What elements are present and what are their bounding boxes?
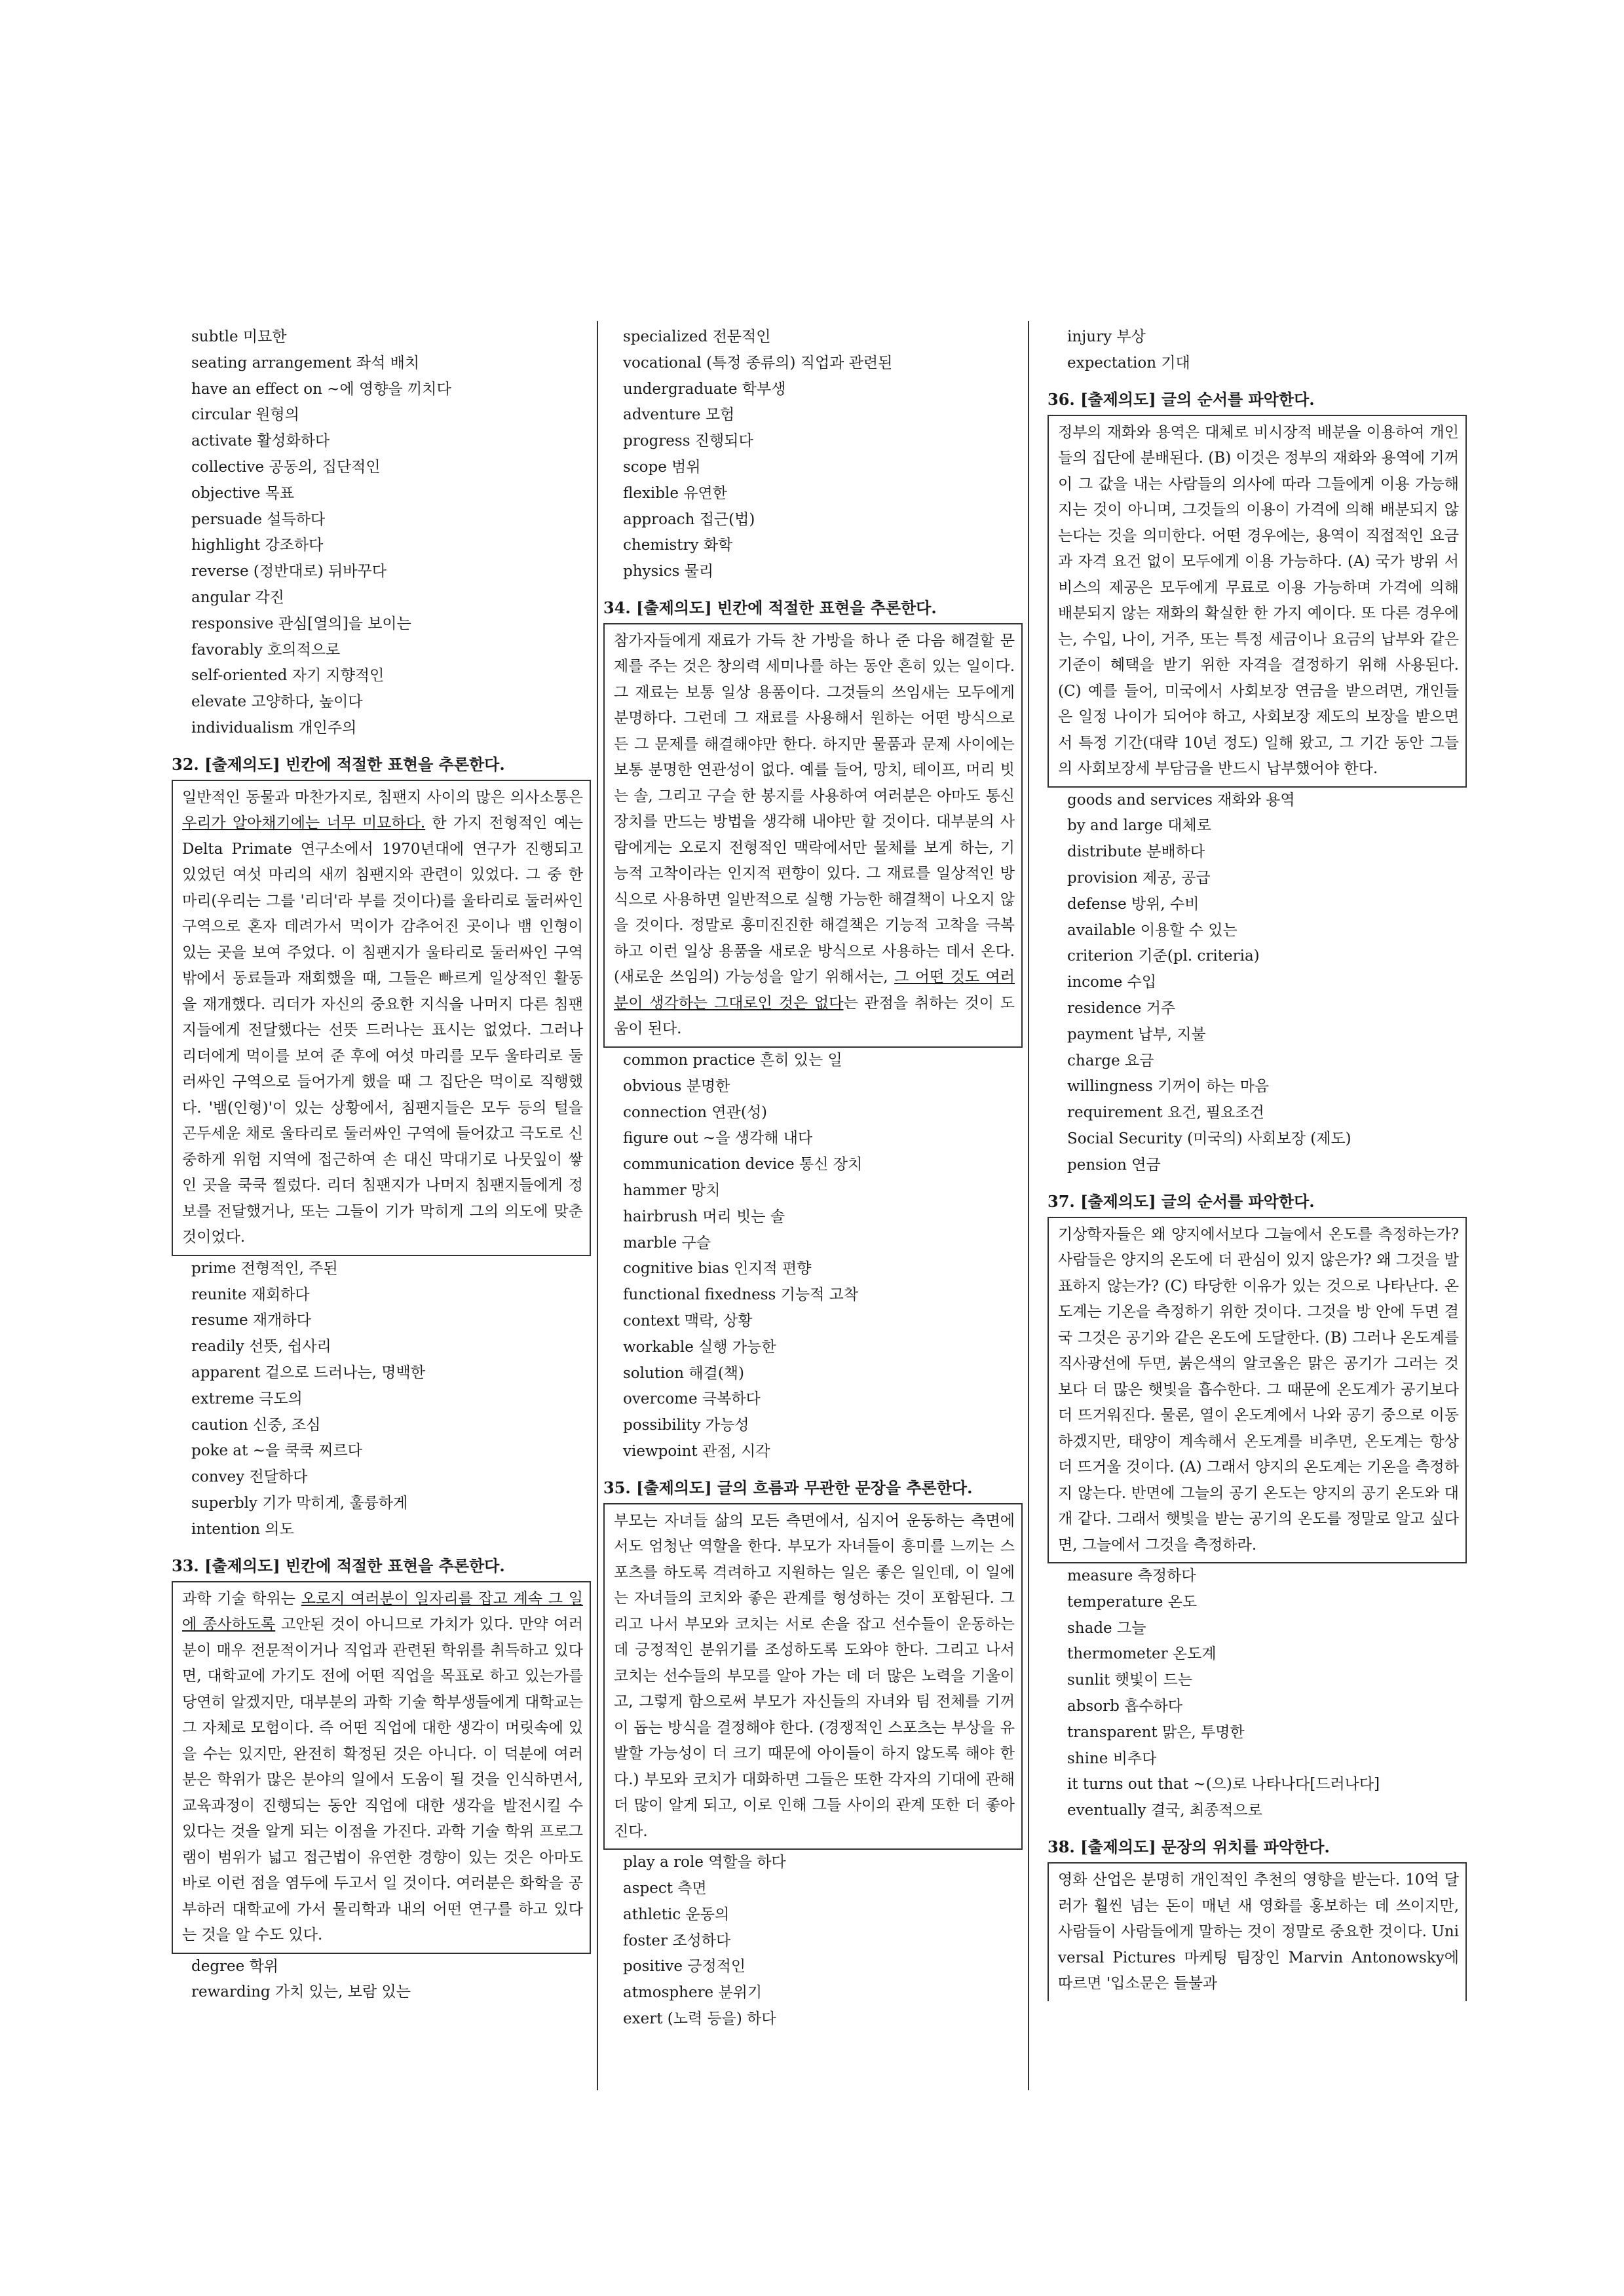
vocab-item: cognitive bias 인지적 편향 xyxy=(623,1260,812,1278)
vocab-item: injury 부상 xyxy=(1067,328,1146,345)
vocab-item: provision 제공, 공급 xyxy=(1067,869,1211,887)
vocab-item: prime 전형적인, 주된 xyxy=(191,1259,338,1277)
passage-underline: 우리가 알아채기에는 너무 미묘하다. xyxy=(182,814,426,832)
vocab-item: requirement 요건, 필요조건 xyxy=(1067,1104,1264,1122)
vocab-item: solution 해결(책) xyxy=(623,1364,744,1382)
vocab-list xyxy=(603,1048,1023,1465)
vocab-item: charge 요금 xyxy=(1067,1052,1154,1069)
vocab-list xyxy=(172,1256,591,1543)
vocab-item: activate 활성화하다 xyxy=(191,432,330,450)
vocab-item: flexible 유연한 xyxy=(623,484,727,502)
vocab-item: willingness 기꺼이 하는 마음 xyxy=(1067,1078,1270,1096)
vocab-item: extreme 극도의 xyxy=(191,1390,303,1407)
column-3 xyxy=(1048,324,1467,2001)
column-divider-2 xyxy=(1028,321,1029,2090)
vocab-item: by and large 대체로 xyxy=(1067,817,1211,835)
vocab-item: superbly 기가 막히게, 훌륭하게 xyxy=(191,1494,408,1512)
vocab-item: chemistry 화학 xyxy=(623,537,733,554)
vocab-item: connection 연관(성) xyxy=(623,1103,768,1121)
vocab-item: possibility 가능성 xyxy=(623,1417,749,1434)
vocab-item: degree 학위 xyxy=(191,1957,279,1975)
vocab-item: criterion 기준(pl. criteria) xyxy=(1067,947,1260,965)
vocab-item: convey 전달하다 xyxy=(191,1468,308,1486)
passage-text: 정부의 재화와 용역은 대체로 비시장적 배분을 이용하여 개인들의 집단에 분배된다. (B) 이것은 정부의 재화와 용역에 기꺼이 그 값을 내는 사람들의 의사에 따라 그들에게 이용 가능해지는 것이 아니며, 그것들의 이용이 가격에 의해 배분되지 않는다는 것을 의미한다. 어떤 경우에는, 용역이 직접적인 요금과 자격 요건 없이 모두에게 이용 가능하다. (A) 국가 방위 서비스의 제공은 모두에게 무료로 이용 가능하며 가격에 의해 배분되지 않는 재화의 확실한 한 가지 예이다. 또 다른 경우에는, 수입, 나이, 거주, 또는 특정 세금이나 요금의 납부와 같은 기준이 혜택을 받기 위한 자격을 결정하기 위해 사용된다. (C) 예를 들어, 미국에서 사회보장 연금을 받으려면, 개인들은 일정 나이가 되어야 하고, 사회보장 제도의 보장을 받으면서 특정 기간(대략 10년 정도) 일해 왔고, 그 기간 동안 그들의 사회보장세 부담금을 반드시 납부했어야 한다. xyxy=(1058,423,1459,778)
question-35-heading: 35. [출제의도] 글의 흐름과 무관한 문장을 추론한다. xyxy=(603,1478,973,1497)
question-34-heading: 34. [출제의도] 빈칸에 적절한 표현을 추론한다. xyxy=(603,598,937,617)
question-37-heading: 37. [출제의도] 글의 순서를 파악한다. xyxy=(1048,1191,1315,1211)
vocab-item: play a role 역할을 하다 xyxy=(623,1854,786,1871)
vocab-list xyxy=(603,324,1023,585)
vocab-item: physics 물리 xyxy=(623,563,714,581)
vocab-item: shade 그늘 xyxy=(1067,1619,1146,1637)
passage-text: 과학 기술 학위는 xyxy=(182,1590,301,1607)
vocab-item: subtle 미묘한 xyxy=(191,328,287,345)
vocab-item: aspect 측면 xyxy=(623,1880,707,1898)
question-37-passage xyxy=(1048,1217,1467,1564)
vocab-item: individualism 개인주의 xyxy=(191,719,357,737)
vocab-item: transparent 맑은, 투명한 xyxy=(1067,1723,1245,1741)
question-35-passage xyxy=(603,1503,1023,1850)
column-divider-1 xyxy=(597,321,598,2090)
vocab-item: it turns out that ~(으)로 나타나다[드러나다] xyxy=(1067,1776,1380,1793)
passage-text: 는 관점을 취하는 것이 도움이 된다. xyxy=(614,994,1015,1038)
vocab-item: readily 선뜻, 쉽사리 xyxy=(191,1338,331,1356)
passage-text: 기상학자들은 왜 양지에서보다 그늘에서 온도를 측정하는가? 사람들은 양지의 온도에 더 관심이 있지 않은가? 왜 그것을 발표하지 않는가? (C) 타당한 이유가 있는 것으로 나타난다. 온도계는 기온을 측정하기 위한 것이다. 그것을 방 안에 두면 결국 그것은 공기와 같은 온도에 도달한다. (B) 그러나 온도계를 직사광선에 두면, 붉은색의 알코올은 맑은 공기가 그러는 것보다 더 많은 햇빛을 흡수한다. 그 때문에 온도계가 공기보다 더 뜨거워진다. 물론, 열이 온도계에서 나와 공기 중으로 이동하겠지만, 태양이 계속해서 온도계를 비추면, 온도계는 항상 더 뜨거울 것이다. (A) 그래서 양지의 온도계는 기온을 측정하지 않는다. 반면에 그늘의 공기 온도는 양지의 공기 온도와 대개 같다. 그래서 햇빛을 받는 공기의 온도를 정말로 알고 싶다면, 그늘에서 그것을 측정하라. xyxy=(1058,1225,1459,1554)
vocab-item: distribute 분배하다 xyxy=(1067,843,1205,861)
vocab-list xyxy=(1048,1563,1467,1824)
vocab-item: context 맥락, 상황 xyxy=(623,1312,753,1330)
vocab-item: objective 목표 xyxy=(191,484,295,502)
question-38-heading: 38. [출제의도] 문장의 위치를 파악한다. xyxy=(1048,1837,1330,1857)
vocab-item: residence 거주 xyxy=(1067,999,1176,1017)
vocab-item: obvious 분명한 xyxy=(623,1077,730,1095)
passage-underline: 오로지 여러분이 일자리를 잡고 계속 그 일에 종사하도록 xyxy=(182,1590,583,1634)
vocab-item: available 이용할 수 있는 xyxy=(1067,921,1237,939)
vocab-item: have an effect on ~에 영향을 끼치다 xyxy=(191,380,451,398)
vocab-list xyxy=(172,324,591,742)
vocab-item: defense 방위, 수비 xyxy=(1067,895,1199,913)
vocab-item: positive 긍정적인 xyxy=(623,1958,746,1976)
vocab-item: responsive 관심[열의]을 보이는 xyxy=(191,615,411,632)
passage-text: 참가자들에게 재료가 가득 찬 가방을 하나 준 다음 해결할 문제를 주는 것은 창의력 세미나를 하는 동안 흔히 있는 일이다. 그 재료는 보통 일상 용품이다. 그것들의 쓰임새는 모두에게 분명하다. 그런데 그 재료를 사용해서 원하는 어떤 방식으로든 그 문제를 해결해야만 한다. 하지만 물품과 문제 사이에는 보통 분명한 연관성이 없다. 예를 들어, 망치, 테이프, 머리 빗는 솔, 그리고 구슬 한 봉지를 사용하여 여러분은 아마도 통신 장치를 만드는 방법을 생각해 내야만 할 것이다. 대부분의 사람에게는 오로지 전형적인 맥락에서만 물체를 보게 하는, 기능적 고착이라는 인지적 편향이 있다. 그 재료를 일상적인 방식으로 사용하면 일반적으로 실행 가능한 해결책이 나오지 않을 것이다. 정말로 흥미진진한 해결책은 기능적 고착을 극복하고 이런 일상 용품을 새로운 방식으로 사용하는 데서 온다. (새로운 쓰임의) 가능성을 알기 위해서는, xyxy=(614,632,1015,986)
vocab-item: poke at ~을 쿡쿡 찌르다 xyxy=(191,1442,362,1460)
vocab-item: goods and services 재화와 용역 xyxy=(1067,791,1295,809)
vocab-item: Social Security (미국의) 사회보장 (제도) xyxy=(1067,1130,1351,1147)
vocab-list xyxy=(603,1850,1023,2033)
vocab-item: pension 연금 xyxy=(1067,1156,1161,1174)
vocab-item: angular 각진 xyxy=(191,588,284,606)
column-2 xyxy=(603,324,1023,2033)
passage-text: 일반적인 동물과 마찬가지로, 침팬지 사이의 많은 의사소통은 xyxy=(182,788,583,806)
vocab-item: exert (노력 등을) 하다 xyxy=(623,2010,776,2027)
vocab-item: thermometer 온도계 xyxy=(1067,1645,1217,1663)
vocab-item: intention 의도 xyxy=(191,1520,294,1538)
vocab-item: hairbrush 머리 빗는 솔 xyxy=(623,1208,785,1225)
vocab-item: viewpoint 관점, 시각 xyxy=(623,1442,770,1460)
vocab-item: resume 재개하다 xyxy=(191,1312,311,1330)
vocab-item: reverse (정반대로) 뒤바꾸다 xyxy=(191,563,387,581)
vocab-item: undergraduate 학부생 xyxy=(623,380,786,398)
vocab-item: scope 범위 xyxy=(623,458,701,476)
vocab-item: temperature 온도 xyxy=(1067,1593,1198,1611)
vocab-item: sunlit 햇빛이 드는 xyxy=(1067,1672,1193,1689)
passage-text: 부모는 자녀들 삶의 모든 측면에서, 심지어 운동하는 측면에서도 엄청난 역할을 한다. 부모가 자녀들이 흥미를 느끼는 스포츠를 하도록 격려하고 지원하는 일은 좋은 일인데, 이 일에는 자녀들의 코치와 좋은 관계를 형성하는 것이 포함된다. 그리고 나서 부모와 코치는 서로 손을 잡고 선수들이 운동하는 데 긍정적인 분위기를 조성하도록 도와야 한다. 그리고 나서 코치는 선수들의 부모를 알아 가는 데 더 많은 노력을 기울이고, 그렇게 함으로써 부모가 자신들의 자녀와 팀 전체를 기꺼이 돕는 방식을 결정해야 한다. (경쟁적인 스포츠는 부상을 유발할 가능성이 더 크기 때문에 아이들이 하지 않도록 해야 한다.) 부모와 코치가 대화하면 그들은 또한 각자의 기대에 관해 더 많이 알게 되고, 이로 인해 그들 사이의 관계 또한 더 좋아진다. xyxy=(614,1512,1015,1840)
vocab-item: reunite 재회하다 xyxy=(191,1286,310,1303)
passage-text: 한 가지 전형적인 예는 Delta Primate 연구소에서 1970년대에 연구가 진행되고 있었던 여섯 마리의 새끼 침팬지와 관련이 있었다. 그 중 한 마리(우리는 그를 '리더'라 부를 것이다)를 울타리로 둘러싸인 구역으로 혼자 데려가서 먹이가 감추어진 곳이나 뱀 인형이 있는 곳을 보여 주었다. 이 침팬지가 울타리로 둘러싸인 구역 밖에서 동료들과 재회했을 때, 그들은 빠르게 일상적인 활동을 재개했다. 리더가 자신의 중요한 지식을 나머지 다른 침팬지들에게 전달했다는 선뜻 드러나는 표시는 없었다. 그러나 리더에게 먹이를 보여 준 후에 여섯 마리를 모두 울타리로 둘러싸인 구역으로 들어가게 했을 때 그 집단은 먹이로 직행했다. '뱀(인형)'이 있는 상황에서, 침팬지들은 모두 등의 털을 곤두세운 채로 울타리로 둘러싸인 구역에 들어갔고 극도로 신중하게 위험 지역에 접근하여 손 대신 막대기로 나뭇잎이 쌓인 곳을 쿡쿡 찔렀다. 리더 침팬지가 나머지 침팬지들에게 정보를 전달했거나, 또는 그들이 기가 막히게 그의 의도에 맞춘 것이었다. xyxy=(182,814,583,1246)
vocab-item: overcome 극복하다 xyxy=(623,1390,761,1408)
vocab-item: caution 신중, 조심 xyxy=(191,1416,321,1434)
question-36-heading: 36. [출제의도] 글의 순서를 파악한다. xyxy=(1048,389,1315,409)
passage-text: 고안된 것이 아니므로 가치가 있다. 만약 여러분이 매우 전문적이거나 직업과 관련된 학위를 취득하고 있다면, 대학교에 가기도 전에 어떤 직업을 목표로 하고 있는가를 당연히 알겠지만, 대부분의 과학 기술 학부생들에게 대학교는 그 자체로 모험이다. 즉 어떤 직업에 대한 생각이 머릿속에 있을 수는 있지만, 완전히 확정된 것은 아니다. 이 덕분에 여러분은 학위가 많은 분야의 일에서 도움이 될 것을 인식하면서, 교육과정이 진행되는 동안 직업에 대한 생각을 발전시킬 수 있다는 것을 알게 되는 이점을 가진다. 과학 기술 학위 프로그램이 범위가 넓고 접근법이 유연한 경향이 있는 것은 아마도 바로 이런 점을 염두에 두고서 일 것이다. 여러분은 화학을 공부하러 대학교에 가서 물리학과 내의 어떤 연구를 하고 있다는 것을 알 수도 있다. xyxy=(182,1616,583,1944)
vocab-item: adventure 모험 xyxy=(623,406,735,424)
vocab-item: payment 납부, 지불 xyxy=(1067,1025,1206,1043)
passage-underline: 그 어떤 것도 여러분이 생각하는 그대로인 것은 없다 xyxy=(614,968,1015,1012)
question-36-passage xyxy=(1048,415,1467,788)
vocab-item: approach 접근(법) xyxy=(623,510,755,528)
vocab-item: apparent 겉으로 드러나는, 명백한 xyxy=(191,1364,425,1381)
vocab-item: specialized 전문적인 xyxy=(623,328,771,345)
vocab-item: atmosphere 분위기 xyxy=(623,1984,763,2002)
vocab-item: circular 원형의 xyxy=(191,406,299,424)
vocab-item: figure out ~을 생각해 내다 xyxy=(623,1130,813,1147)
question-32-passage xyxy=(172,780,591,1256)
vocab-item: functional fixedness 기능적 고착 xyxy=(623,1286,859,1304)
vocab-list xyxy=(172,1954,591,2006)
vocab-item: favorably 호의적으로 xyxy=(191,641,341,659)
passage-text: 영화 산업은 분명히 개인적인 추천의 영향을 받는다. 10억 달러가 훨씬 넘는 돈이 매년 새 영화를 홍보하는 데 쓰이지만, 사람들이 사람들에게 말하는 것이 정말로 중요한 것이다. Universal Pictures 마케팅 팀장인 Marvin Antonowsky에 따르면 '입소문은 들불과 xyxy=(1058,1871,1459,1993)
vocab-list xyxy=(1048,788,1467,1179)
question-38-passage xyxy=(1048,1862,1467,2001)
vocab-item: highlight 강조하다 xyxy=(191,537,324,554)
vocab-item: absorb 흡수하다 xyxy=(1067,1698,1182,1715)
vocab-item: eventually 결국, 최종적으로 xyxy=(1067,1802,1262,1820)
vocab-item: income 수입 xyxy=(1067,974,1157,991)
vocab-item: marble 구슬 xyxy=(623,1234,711,1252)
question-34-passage xyxy=(603,623,1023,1048)
vocab-item: communication device 통신 장치 xyxy=(623,1156,863,1174)
vocab-item: persuade 설득하다 xyxy=(191,510,326,528)
vocab-item: shine 비추다 xyxy=(1067,1750,1157,1767)
vocab-item: expectation 기대 xyxy=(1067,354,1190,372)
question-33-heading: 33. [출제의도] 빈칸에 적절한 표현을 추론한다. xyxy=(172,1556,505,1575)
vocab-item: self-oriented 자기 지향적인 xyxy=(191,667,385,685)
vocab-item: elevate 고양하다, 높이다 xyxy=(191,693,363,711)
vocab-item: collective 공동의, 집단적인 xyxy=(191,458,381,476)
vocab-item: seating arrangement 좌석 배치 xyxy=(191,354,420,372)
vocab-item: vocational (특정 종류의) 직업과 관련된 xyxy=(623,354,893,372)
question-33-passage xyxy=(172,1581,591,1954)
vocab-item: progress 진행되다 xyxy=(623,432,753,450)
vocab-item: workable 실행 가능한 xyxy=(623,1338,776,1356)
column-1 xyxy=(172,324,591,2006)
vocab-list xyxy=(1048,324,1467,377)
vocab-item: athletic 운동의 xyxy=(623,1905,730,1923)
vocab-item: common practice 흔히 있는 일 xyxy=(623,1051,842,1069)
vocab-item: hammer 망치 xyxy=(623,1181,721,1199)
vocab-item: measure 측정하다 xyxy=(1067,1567,1196,1585)
vocab-item: rewarding 가치 있는, 보람 있는 xyxy=(191,1983,411,2001)
question-32-heading: 32. [출제의도] 빈칸에 적절한 표현을 추론한다. xyxy=(172,754,505,774)
vocab-item: foster 조성하다 xyxy=(623,1932,731,1949)
